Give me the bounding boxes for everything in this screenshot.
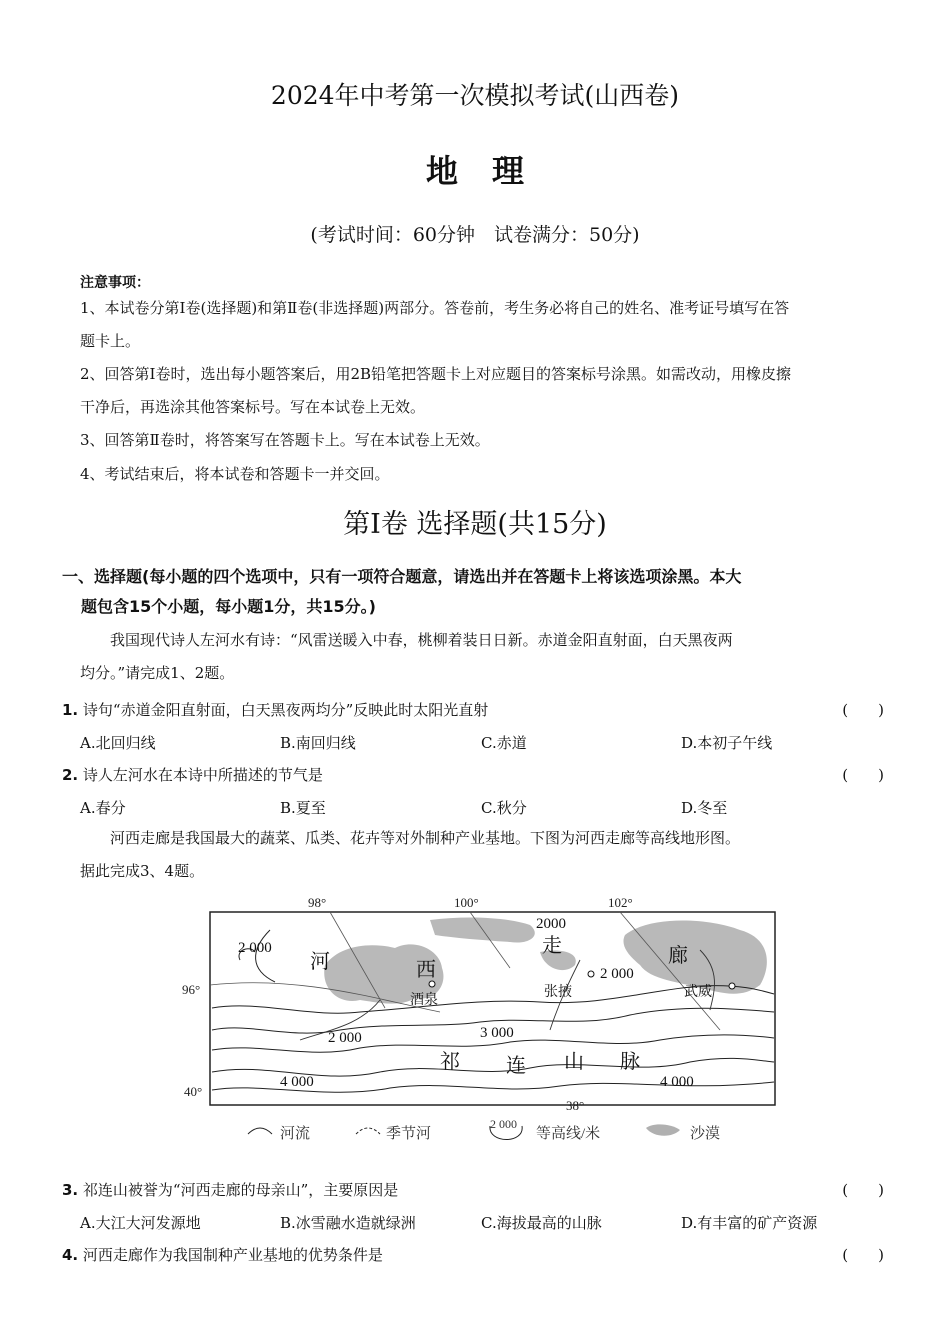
lon-100-label: 100° [454, 895, 479, 910]
q3-option-c: C.海拔最高的山脉 [481, 1214, 602, 1232]
hexi-corridor-contour-map [180, 890, 780, 1152]
map-char-xi: 西 [416, 959, 436, 981]
lat-38-label: 38° [566, 1098, 585, 1113]
legend-desert-symbol [646, 1124, 680, 1135]
legend-river-symbol [248, 1128, 272, 1134]
contour-label: 2 000 [328, 1030, 362, 1046]
city-label-wuwei: 武威 [684, 985, 712, 1000]
q2-option-c: C.秋分 [481, 799, 527, 817]
notice-item-4: 4、考试结束后，将本试卷和答题卡一并交回。 [80, 465, 390, 483]
lon-102-label: 102° [608, 895, 633, 910]
subject-title: 地理 [425, 152, 558, 190]
q1-option-d: D.本初子午线 [681, 734, 773, 752]
lon-98-label: 98° [308, 895, 327, 910]
legend-river-label: 河流 [280, 1126, 311, 1142]
city-label-zhangye: 张掖 [544, 985, 572, 1000]
legend-contour-label: 等高线/米 [536, 1126, 601, 1142]
city-label-jiuquan: 酒泉 [410, 993, 438, 1008]
map-char-zou: 走 [542, 935, 562, 957]
legend-seasonal-label: 季节河 [386, 1126, 432, 1142]
q3-option-d: D.有丰富的矿产资源 [681, 1214, 818, 1232]
city-marker-zhangye [588, 971, 594, 977]
map-char-shan: 山 [564, 1051, 584, 1073]
question-4: 4. 河西走廊作为我国制种产业基地的优势条件是 ( ) [62, 1246, 884, 1264]
notice-item-2: 2、回答第Ⅰ卷时，选出每小题答案后，用2B铅笔把答题卡上对应题目的答案标号涂黑。如需改动，用橡皮擦 干净后，再选涂其他答案标号。写在本试卷上无效。 [80, 365, 792, 416]
lat-40-label: 40° [184, 1084, 203, 1099]
city-marker-wuwei [729, 983, 735, 989]
map-char-mai: 脉 [620, 1051, 640, 1073]
answer-paren: ( ) [842, 701, 884, 719]
question-2: 2. 诗人左河水在本诗中所描述的节气是 ( ) [62, 766, 884, 784]
notice-heading: 注意事项： [80, 275, 150, 291]
notice-item-3: 3、回答第Ⅱ卷时，将答案写在答题卡上。写在本试卷上无效。 [80, 431, 490, 449]
question-3: 3. 祁连山被誉为“河西走廊的母亲山”，主要原因是 ( ) [62, 1181, 884, 1199]
contour-label: 2 000 [238, 940, 272, 956]
lat-96-label: 96° [182, 982, 201, 997]
map-legend [248, 1117, 720, 1142]
map-char-he: 河 [310, 951, 330, 973]
section-title: 第Ⅰ卷 选择题(共15分) [343, 509, 607, 540]
part-heading: 一、选择题(每小题的四个选项中，只有一项符合题意，请选出并在答题卡上将该选项涂黑。本大 题包含15个小题，每小题1分，共15分。) [62, 567, 742, 616]
passage-2: 河西走廊是我国最大的蔬菜、瓜类、花卉等对外制种产业基地。下图为河西走廊等高线地形图。 据此完成3、4题。 [80, 829, 741, 880]
map-char-lang: 廊 [668, 945, 688, 967]
exam-time-info: (考试时间：60分钟 试卷满分：50分) [310, 224, 640, 246]
contour-label: 4 000 [660, 1074, 694, 1090]
contour-label: 4 000 [280, 1074, 314, 1090]
q2-option-a: A.春分 [80, 799, 126, 817]
q1-option-a: A.北回归线 [80, 734, 156, 752]
answer-paren: ( ) [842, 1246, 884, 1264]
notice-item-1: 1、本试卷分第Ⅰ卷(选择题)和第Ⅱ卷(非选择题)两部分。答卷前，考生务必将自己的姓名、准考证号填写在答 题卡上。 [80, 299, 790, 350]
legend-contour-number: 2 000 [490, 1117, 517, 1131]
q1-option-b: B.南回归线 [280, 734, 356, 752]
q2-option-b: B.夏至 [280, 799, 326, 817]
city-marker-jiuquan [429, 981, 435, 987]
q2-option-d: D.冬至 [681, 799, 728, 817]
answer-paren: ( ) [842, 1181, 884, 1199]
contour-label: 2000 [536, 916, 566, 932]
map-char-qi: 祁 [440, 1051, 460, 1073]
q1-option-c: C.赤道 [481, 734, 527, 752]
passage-1: 我国现代诗人左河水有诗：“风雷送暖入中春，桃柳着装日日新。赤道金阳直射面，白天黑夜两 均分。”请完成1、2题。 [80, 631, 733, 682]
legend-desert-label: 沙漠 [690, 1126, 721, 1142]
q3-option-b: B.冰雪融水造就绿洲 [280, 1214, 416, 1232]
question-1: 1. 诗句“赤道金阳直射面，白天黑夜两均分”反映此时太阳光直射 ( ) [62, 701, 884, 719]
answer-paren: ( ) [842, 766, 884, 784]
q3-option-a: A.大江大河发源地 [80, 1214, 201, 1232]
exam-title: 2024年中考第一次模拟考试(山西卷) [270, 81, 680, 110]
map-char-lian: 连 [506, 1055, 526, 1077]
legend-seasonal-symbol [356, 1128, 380, 1134]
contour-label: 3 000 [480, 1025, 514, 1041]
contour-label: 2 000 [600, 966, 634, 982]
